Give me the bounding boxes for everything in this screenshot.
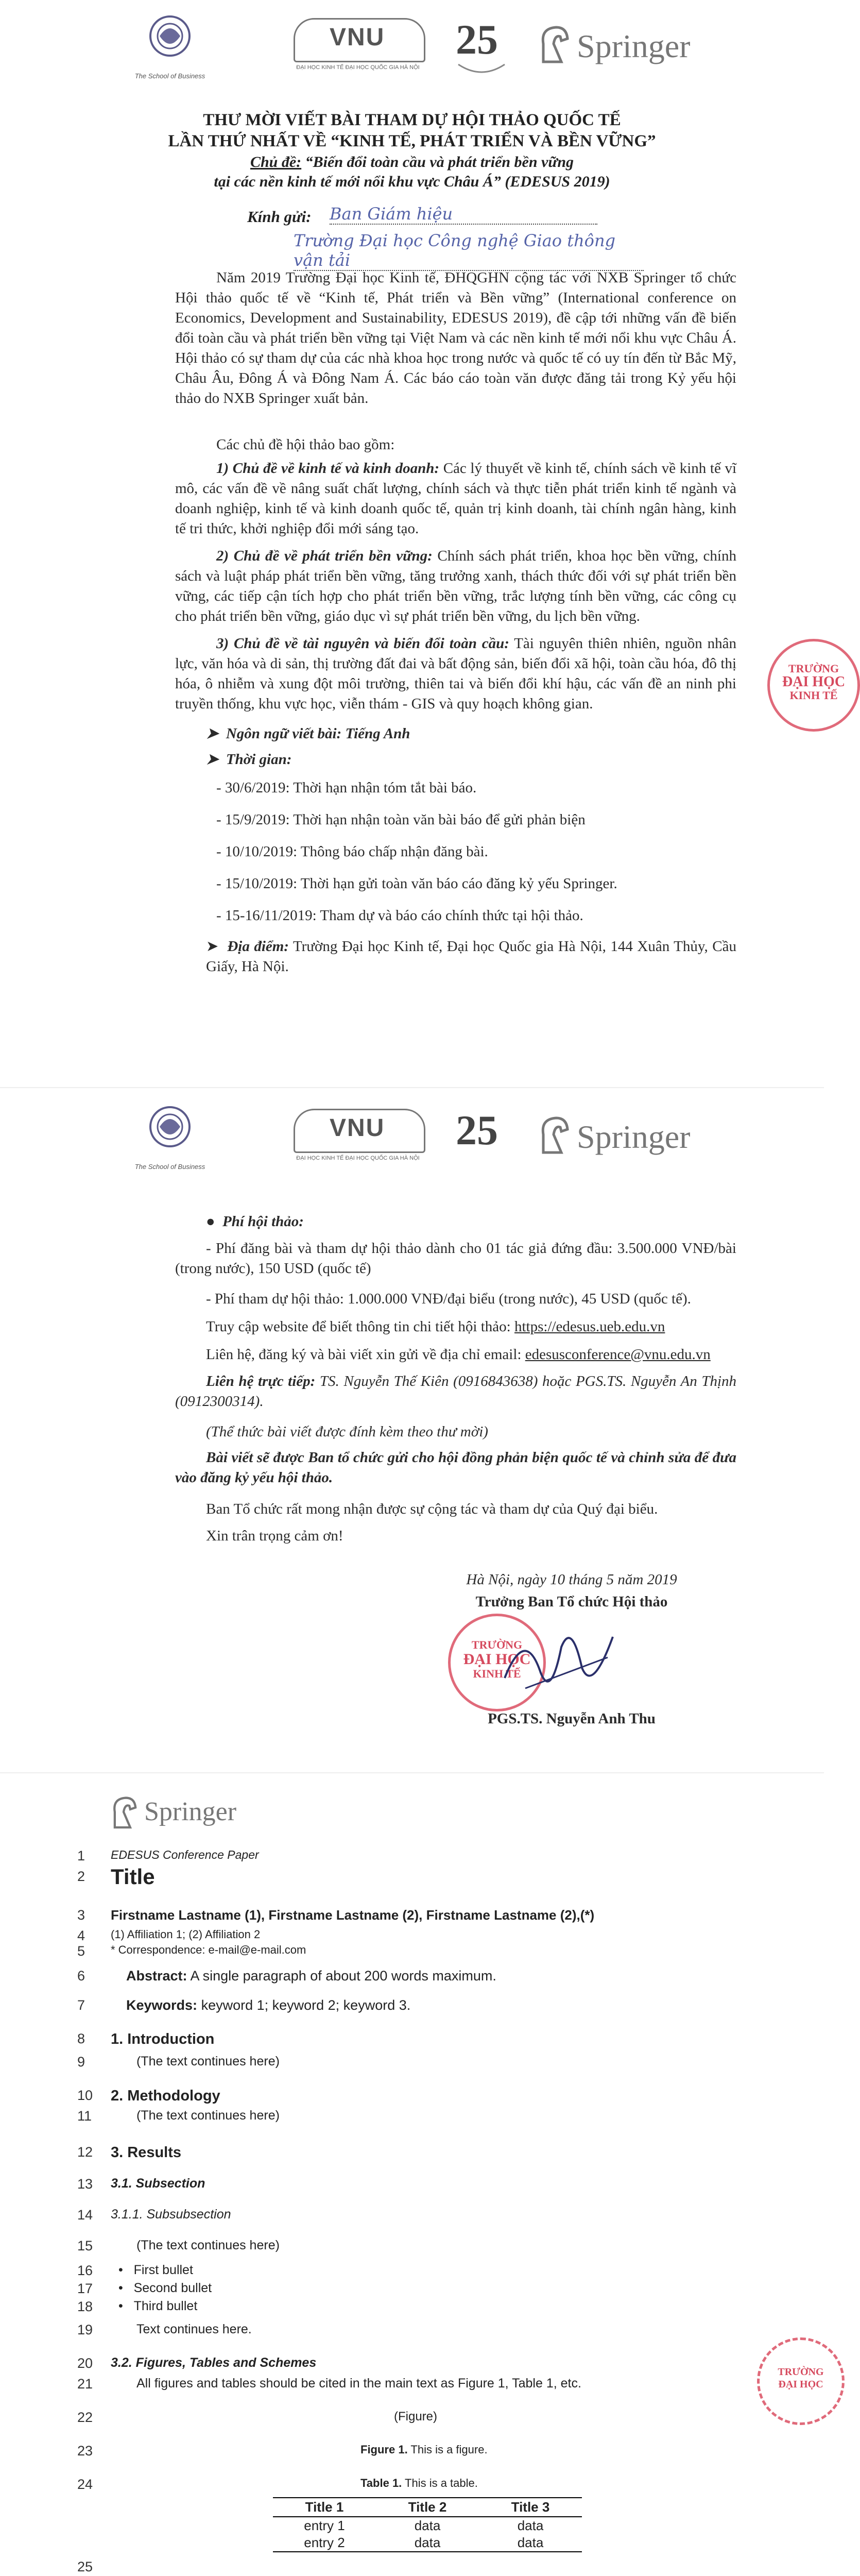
anniversary-25-logo — [453, 13, 510, 90]
bold-note: Bài viết sẽ được Ban tổ chức gửi cho hội đồng phản biện quốc tế và chỉnh sửa để đưa vào đăng kỷ yếu hội thảo. — [175, 1449, 736, 1486]
table-header: Title 1 — [273, 2498, 376, 2517]
line-row — [0, 2410, 824, 2432]
table-caption — [360, 2477, 478, 2490]
letter-page-1 — [0, 0, 846, 1082]
vnu-text: VNU — [330, 24, 385, 51]
line-number: 19 — [77, 2322, 93, 2337]
stamp-text: ĐẠI HỌC — [782, 674, 846, 690]
bullet-item: • Second bullet — [118, 2281, 212, 2295]
bullet-icon: ● — [206, 1213, 223, 1230]
bullet-icon: ➤ — [206, 725, 226, 742]
paper-springer-logo — [108, 1791, 314, 1838]
sample-table — [273, 2497, 582, 2552]
vnu-logo — [294, 13, 422, 90]
line-number: 5 — [77, 1943, 85, 1959]
figure-caption — [360, 2443, 488, 2456]
line-row — [0, 2144, 824, 2167]
bullet-text: Third bullet — [133, 2299, 198, 2313]
table-header: Title 2 — [376, 2498, 479, 2517]
bullet-item: • Third bullet — [118, 2299, 198, 2313]
table-cell: data — [517, 2518, 544, 2533]
table-row — [273, 2534, 582, 2552]
subsection-heading: 3.1. Subsection — [111, 2176, 205, 2191]
paper-type: EDESUS Conference Paper — [111, 1848, 259, 1861]
table-caption-text: This is a table. — [405, 2477, 478, 2489]
springer-horse-icon — [536, 1114, 572, 1155]
paper-template-page — [0, 1772, 824, 2576]
line-number: 10 — [77, 2088, 93, 2103]
line-number: 25 — [77, 2559, 93, 2574]
abstract-label: Abstract: — [126, 1968, 187, 1984]
timeline-item: - 15/9/2019: Thời hạn nhận toàn văn bài báo để gửi phản biện — [216, 811, 586, 828]
line-row — [0, 1865, 824, 1891]
table-header-row — [273, 2498, 582, 2517]
line-row — [0, 2477, 824, 2499]
topic-3 — [175, 634, 736, 714]
line-row — [0, 1968, 824, 1991]
body-text: (The text continues here) — [136, 2238, 280, 2252]
timeline-item: - 15-16/11/2019: Tham dự và báo cáo chính thức tại hội thảo. — [216, 907, 583, 924]
vnu-caption: ĐẠI HỌC KINH TẾ ĐẠI HỌC QUỐC GIA HÀ NỘI — [296, 64, 420, 71]
contact-email-link[interactable]: edesusconference@vnu.edu.vn — [525, 1346, 711, 1363]
anniversary-25-logo — [453, 1104, 510, 1181]
website-line — [206, 1317, 736, 1337]
line-row — [0, 2088, 824, 2110]
table-cell: entry 2 — [273, 2534, 376, 2552]
section-heading: 2. Methodology — [111, 2088, 220, 2104]
fee-1: - Phí đăng bài và tham dự hội thảo dành cho 01 tác giả đứng đầu: 3.500.000 VNĐ/bài (trong nước), 150 USD (quốc tế) — [175, 1240, 736, 1277]
line-number: 8 — [77, 2031, 85, 2046]
signer-name: PGS.TS. Nguyễn Anh Thu — [488, 1710, 656, 1727]
table-cell: entry 1 — [304, 2518, 345, 2533]
line-row — [0, 2299, 824, 2321]
thanks-2: Xin trân trọng cảm ơn! — [206, 1528, 343, 1544]
direct-label: Liên hệ trực tiếp: — [206, 1373, 316, 1389]
school-seal-caption: The School of Business — [134, 72, 205, 80]
timeline-item: - 15/10/2019: Thời hạn gửi toàn văn báo cáo đăng kỷ yếu Springer. — [216, 875, 617, 892]
anniversary-number: 25 — [456, 16, 498, 63]
letter-title-1: THƯ MỜI VIẾT BÀI THAM DỰ HỘI THẢO QUỐC TẾ — [203, 111, 621, 129]
line-number: 22 — [77, 2410, 93, 2425]
line-row — [0, 1997, 824, 2020]
figure-caption-label: Figure 1. — [360, 2443, 408, 2456]
line-number: 21 — [77, 2376, 93, 2392]
template-note: (Thể thức bài viết được đính kèm theo thư mời) — [206, 1423, 488, 1440]
line-row — [0, 2176, 824, 2199]
line-row — [0, 2054, 824, 2077]
keywords-label: Keywords: — [126, 1997, 198, 2013]
fee-label: Phí hội thảo: — [222, 1213, 304, 1230]
venue-text: Trường Đại học Kinh tế, Đại học Quốc gia Hà Nội, 144 Xuân Thủy, Cầu Giấy, Hà Nội. — [206, 938, 736, 975]
table-caption-label: Table 1. — [360, 2477, 402, 2489]
stamp-text: TRƯỜNG — [778, 2366, 824, 2378]
stamp-text: ĐẠI HỌC — [463, 1651, 531, 1668]
school-seal-logo — [134, 1104, 206, 1181]
figure-caption-text: This is a figure. — [410, 2443, 488, 2456]
line-row — [0, 2443, 824, 2466]
paper-authors: Firstname Lastname (1), Firstname Lastname (2), Firstname Lastname (2),(*) — [111, 1907, 595, 1923]
school-seal-logo — [134, 13, 206, 90]
paper-affiliations: (1) Affiliation 1; (2) Affiliation 2 — [111, 1928, 261, 1941]
language-label: Ngôn ngữ viết bài: Tiếng Anh — [226, 725, 410, 742]
time-item — [206, 750, 721, 770]
topic-text: “Biến đổi toàn cầu và phát triển bền vững — [305, 154, 574, 171]
timeline-item: - 30/6/2019: Thời hạn nhận tóm tắt bài báo. — [216, 779, 477, 796]
line-number: 23 — [77, 2443, 93, 2459]
topic-1-label: 1) Chủ đề về kinh tế và kinh doanh: — [216, 460, 440, 477]
topic-3-label: 3) Chủ đề về tài nguyên và biến đổi toàn cầu: — [216, 635, 509, 652]
website-text: Truy cập website để biết thông tin chi tiết hội thảo: — [206, 1318, 514, 1335]
line-number: 11 — [77, 2108, 92, 2124]
springer-wordmark: Springer — [144, 1797, 237, 1826]
letter-topic — [0, 154, 824, 171]
kinhgui-label: Kính gửi: — [247, 208, 312, 226]
direct-contact — [175, 1371, 736, 1412]
letter-title-2: LẦN THỨ NHẤT VỀ “KINH TẾ, PHÁT TRIỂN VÀ BỀN VỮNG” — [168, 132, 656, 150]
springer-logo — [536, 1104, 721, 1181]
table-cell: data — [479, 2534, 582, 2552]
line-number: 7 — [77, 1997, 85, 2013]
topic-1-text: Các lý thuyết về kinh tế, chính sách về kinh tế vĩ mô, các vấn đề về nâng suất chất lượng, chính sách và thực tiễn phát triển kinh tế ngành và doanh nghiệp, kinh tế và kinh doanh quốc tế, quản trị kinh doanh, tài chính ngân hàng, kinh tế tri thức, khởi nghiệp đổi mới sáng tạo. — [175, 460, 737, 537]
line-row — [0, 2031, 824, 2054]
body-text: (The text continues here) — [136, 2108, 280, 2123]
letter-topic-2: tại các nền kinh tế mới nổi khu vực Châu Á” (EDESUS 2019) — [214, 173, 610, 190]
line-number: 13 — [77, 2176, 93, 2192]
website-link[interactable]: https://edesus.ueb.edu.vn — [514, 1318, 665, 1335]
subsubsection-heading: 3.1.1. Subsubsection — [111, 2207, 231, 2222]
line-number: 6 — [77, 1968, 85, 1984]
body-text: Text continues here. — [136, 2322, 252, 2336]
fee-item — [206, 1212, 721, 1232]
body-text: (The text continues here) — [136, 2054, 280, 2069]
section-heading: 1. Introduction — [111, 2031, 215, 2047]
table-row — [273, 2517, 582, 2534]
bullet-text: First bullet — [133, 2263, 193, 2277]
springer-wordmark: Springer — [577, 1118, 691, 1155]
subsection-heading: 3.2. Figures, Tables and Schemes — [111, 2355, 317, 2370]
intro-paragraph: Năm 2019 Trường Đại học Kinh tế, ĐHQGHN cộng tác với NXB Springer tổ chức Hội thảo quốc tế về “Kinh tế, Phát triển và Bền vững” (International conference on Economics, Development and Sustainability, EDESUS 2019), đề cập tới những vấn đề biến đổi toàn cầu và phát triển bền vững tại Việt Nam và các nền kinh tế mới nổi khu vực Châu Á. Hội thảo có sự tham dự của các nhà khoa học trong nước và quốc tế có uy tín đến từ Bắc Mỹ, Châu Âu, Đông Á và Đông Nam Á. Các báo cáo toàn văn được đăng tải trong Kỷ yếu hội thảo do NXB Springer xuất bản. — [175, 269, 736, 406]
line-row — [0, 2207, 824, 2230]
line-number: 20 — [77, 2355, 93, 2371]
venue-item — [206, 937, 736, 977]
line-row — [0, 1907, 824, 1930]
line-number: 17 — [77, 2281, 93, 2296]
fee-2: - Phí tham dự hội thảo: 1.000.000 VNĐ/đại biểu (trong nước), 45 USD (quốc tế). — [206, 1291, 691, 1307]
paper-keywords — [126, 1997, 410, 2013]
topic-2-text: Chính sách phát triển, khoa học bền vững, chính sách và luật pháp phát triển bền vững, tăng trưởng xanh, thách thức đối với sự phát triển bền vững, các tiếp cận tích hợp cho phát triển bền vững, trắc lượng tính bền vững, các công cụ cho phát triển bền vững, giáo dục vì sự phát triển bền vững, du lịch bền vững. — [175, 548, 736, 624]
header-logos — [124, 1104, 731, 1181]
vnu-caption: ĐẠI HỌC KINH TẾ ĐẠI HỌC QUỐC GIA HÀ NỘI — [296, 1155, 420, 1161]
direct-text: TS. Nguyễn Thế Kiên (0916843638) hoặc PGS.TS. Nguyễn An Thịnh (0912300314). — [175, 1373, 736, 1410]
line-number: 4 — [77, 1928, 85, 1943]
header-logos — [124, 13, 731, 90]
kinhgui-handwritten-1: Ban Giám hiệu — [330, 204, 597, 225]
topic-3-text: Tài nguyên thiên nhiên, nguồn nhân lực, văn hóa và di sản, thị trường đất đai và bất động sản, biến đổi xã hội, toàn cầu hóa, đô thị hóa, ô nhiễm và xung đột môi trường, thiên tai và biến đổi khí hậu, các vấn đề an ninh phi truyền thống, khu vực học, viễn thám - GIS và quy hoạch không gian. — [175, 635, 736, 712]
anniversary-number: 25 — [456, 1107, 498, 1154]
line-row — [0, 2559, 824, 2576]
topic-label: Chủ đề: — [250, 154, 302, 171]
line-number: 1 — [77, 1848, 85, 1863]
line-row — [0, 2322, 824, 2345]
signature-scribble — [494, 1616, 628, 1704]
line-number: 2 — [77, 1869, 85, 1884]
vnu-text: VNU — [330, 1114, 385, 1142]
topics-intro: Các chủ đề hội thảo bao gồm: — [216, 436, 395, 453]
body-text: All figures and tables should be cited in the main text as Figure 1, Table 1, etc. — [136, 2376, 581, 2391]
bullet-icon: ➤ — [206, 751, 226, 768]
line-row — [0, 1943, 824, 1966]
line-number: 18 — [77, 2299, 93, 2314]
line-row — [0, 2376, 824, 2399]
line-number: 24 — [77, 2477, 93, 2492]
signer-title: Trưởng Ban Tổ chức Hội thảo — [475, 1594, 668, 1610]
stamp-text: KINH TẾ — [789, 689, 838, 702]
line-number: 15 — [77, 2238, 93, 2253]
kinhgui-handwritten-2: Trường Đại học Công nghệ Giao thông vận tải — [294, 231, 644, 271]
figure-placeholder: (Figure) — [394, 2410, 438, 2424]
topic-1 — [175, 459, 736, 539]
line-number: 3 — [77, 1907, 85, 1923]
school-seal-caption: The School of Business — [134, 1163, 205, 1171]
table-cell: data — [376, 2534, 479, 2552]
table-cell: data — [414, 2518, 441, 2533]
paper-correspondence: * Correspondence: e-mail@e-mail.com — [111, 1943, 306, 1956]
stamp-text: KINH TẾ — [473, 1667, 521, 1680]
topic-2-label: 2) Chủ đề về phát triển bền vững: — [216, 548, 433, 564]
stamp-text: TRƯỜNG — [788, 662, 839, 675]
table-header: Title 3 — [479, 2498, 582, 2517]
springer-horse-icon — [536, 23, 572, 64]
venue-label: Địa điểm: — [227, 938, 289, 955]
timeline-item: - 10/10/2019: Thông báo chấp nhận đăng bài. — [216, 843, 488, 860]
bullet-item: • First bullet — [118, 2263, 193, 2277]
line-row — [0, 2238, 824, 2261]
line-number: 16 — [77, 2263, 93, 2278]
stamp-text: ĐẠI HỌC — [778, 2379, 823, 2390]
line-number: 12 — [77, 2144, 93, 2160]
keywords-text: keyword 1; keyword 2; keyword 3. — [201, 1997, 411, 2013]
stamp-text: TRƯỜNG — [471, 1638, 523, 1651]
line-row — [0, 2108, 824, 2131]
springer-wordmark: Springer — [577, 28, 691, 64]
line-number: 9 — [77, 2054, 85, 2070]
paper-title: Title — [111, 1865, 155, 1889]
thanks-1: Ban Tổ chức rất mong nhận được sự cộng tác và tham dự của Quý đại biểu. — [206, 1501, 658, 1517]
bullet-text: Second bullet — [133, 2281, 212, 2295]
edge-stamp-2 — [757, 2337, 845, 2425]
vnu-logo — [294, 1104, 422, 1181]
springer-horse-icon — [108, 1794, 139, 1830]
time-label: Thời gian: — [226, 751, 292, 768]
abstract-text: A single paragraph of about 200 words maximum. — [190, 1968, 496, 1984]
letter-page-2 — [0, 1087, 824, 1768]
bullet-icon: ➤ — [206, 938, 228, 955]
letter-date: Hà Nội, ngày 10 tháng 5 năm 2019 — [466, 1571, 677, 1588]
edge-stamp-1 — [767, 639, 860, 732]
paper-abstract — [126, 1968, 496, 1984]
contact-line — [206, 1345, 736, 1365]
springer-logo — [536, 13, 721, 90]
contact-text: Liên hệ, đăng ký và bài viết xin gửi về địa chỉ email: — [206, 1346, 525, 1363]
section-heading: 3. Results — [111, 2144, 181, 2161]
line-number: 14 — [77, 2207, 93, 2223]
language-item — [206, 724, 721, 744]
topic-2 — [175, 546, 736, 626]
line-row — [0, 2355, 824, 2378]
